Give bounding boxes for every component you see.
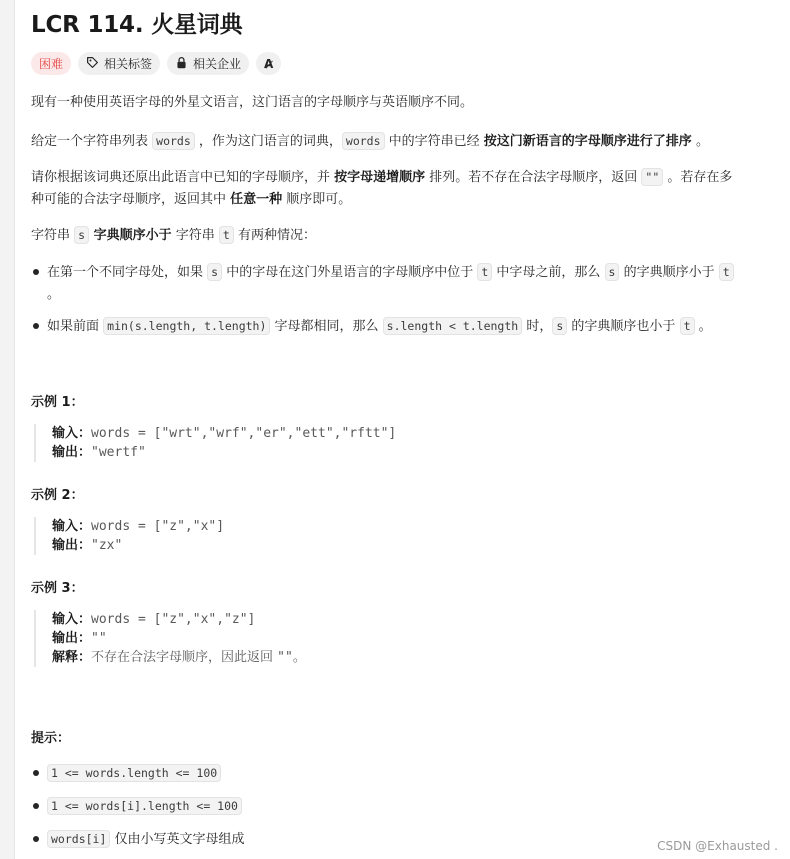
tag-icon [86, 56, 99, 72]
example-heading: 示例 3： [31, 581, 84, 596]
inline-code: "" [641, 168, 663, 186]
list-bullet [33, 323, 39, 329]
translate-button[interactable] [256, 52, 281, 75]
list-item: 在第一个不同字母处，如果 s 中的字母在这门外星语言的字母顺序中位于 t 中字母之前，那么 s 的字典顺序小于 t 。 [47, 261, 777, 306]
constraint-item [47, 795, 777, 818]
inline-code: s [552, 317, 567, 335]
example-heading: 示例 2： [31, 488, 84, 503]
difficulty-badge[interactable] [31, 52, 71, 75]
left-panel-edge [0, 0, 15, 859]
example-output: "wertf" [91, 445, 146, 460]
description-paragraph-1: 现有一种使用英语字母的外星文语言，这门语言的字母顺序与英语顺序不同。 [31, 95, 474, 110]
example-input: words = ["wrt","wrf","er","ett","rftt"] [91, 426, 397, 441]
related-companies-button[interactable] [167, 52, 249, 75]
inline-code: 1 <= words[i].length <= 100 [47, 797, 242, 815]
list-bullet [33, 803, 39, 809]
description-paragraph-4: 字符串 s 字典顺序小于 字符串 t 有两种情况： [31, 228, 316, 243]
list-bullet [33, 770, 39, 776]
constraints-heading: 提示： [31, 731, 71, 746]
inline-code: words[i] [47, 830, 110, 848]
constraint-item: words[i] 仅由小写英文字母组成 [47, 828, 777, 851]
inline-code: t [219, 226, 234, 244]
list-bullet [33, 836, 39, 842]
example-block: 输入：words = ["z","x"] 输出："zx" [34, 517, 790, 555]
constraint-item [47, 762, 777, 785]
inline-code: s.length < t.length [383, 317, 523, 335]
example-block: 输入：words = ["wrt","wrf","er","ett","rftt"] 输出："wertf" [34, 424, 790, 462]
related-tags-button[interactable] [78, 52, 160, 75]
inline-code: s [74, 226, 89, 244]
translate-icon: A̷ [264, 56, 274, 71]
inline-code: t [477, 263, 492, 281]
example-heading: 示例 1： [31, 395, 84, 410]
inline-code: words [342, 132, 385, 150]
inline-code: t [719, 263, 734, 281]
list-item: 如果前面 min(s.length, t.length) 字母都相同，那么 s.length < t.length 时， s 的字典顺序也小于 t 。 [47, 319, 712, 334]
example-output: "zx" [91, 538, 123, 553]
list-bullet [33, 269, 39, 275]
inline-code: 1 <= words.length <= 100 [47, 764, 221, 782]
description-paragraph-3: 请你根据该词典还原出此语言中已知的字母顺序，并 按字母递增顺序 排列。若不存在合法字母顺序，返回 "" 。若存在多 种可能的合法字母顺序，返回其中 任意一种 顺序即可。 [31, 170, 733, 207]
inline-code: s [207, 263, 222, 281]
related-tags-label: 相关标签 [104, 57, 153, 71]
lock-icon [175, 56, 188, 72]
example-output: "" [91, 631, 107, 646]
inline-code: s [605, 263, 620, 281]
description-paragraph-2: 给定一个字符串列表 words ，作为这门语言的词典， words 中的字符串已经 按这门新语言的字母顺序进行了排序 。 [31, 134, 709, 149]
problem-title: LCR 114. 火星词典 [31, 12, 243, 38]
example-input: words = ["z","x"] [91, 519, 225, 534]
tag-bar [31, 52, 281, 75]
inline-code: words [152, 132, 195, 150]
inline-code: min(s.length, t.length) [103, 317, 270, 335]
related-companies-label: 相关企业 [193, 57, 242, 71]
example-block: 输入：words = ["z","x","z"] 输出："" 解释：不存在合法字母顺序，因此返回 ""。 [34, 610, 790, 667]
watermark: CSDN @Exhausted . [657, 839, 778, 853]
difficulty-label: 困难 [39, 57, 64, 71]
inline-code: t [680, 317, 695, 335]
example-input: words = ["z","x","z"] [91, 612, 256, 627]
